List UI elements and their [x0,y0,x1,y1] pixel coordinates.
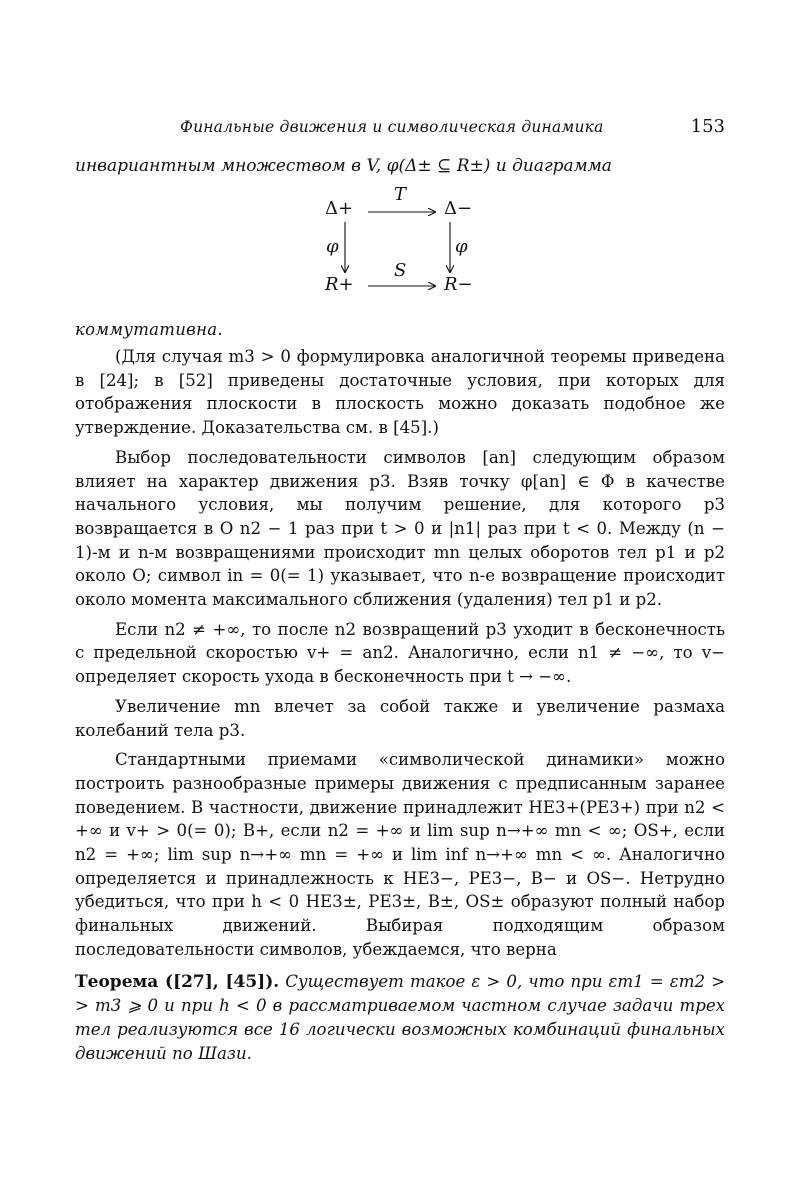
node-r-minus: R− [444,274,473,295]
page-header [75,112,725,142]
page-number: 153 [690,116,725,137]
paragraph-3: Если n2 ≠ +∞, то после n2 возвращений p3 уходит в бесконечность с предельной скоростью v+ = an2. Аналогично, если n1 ≠ −∞, то v− определяет скорость ухода в бесконечность при t → −∞. [75,619,725,687]
label-S: S [394,260,407,281]
node-delta-minus: Δ− [444,198,473,219]
paragraph-1: (Для случая m3 > 0 формулировка аналогичной теоремы приведена в [24]; в [52] приведены достаточные условия, при которых для отображения плоскости в плоскость можно доказать подобное же утверждение. Доказательства см. в [45].) [75,347,725,438]
book-page [75,112,725,1065]
theorem-body: Существует такое ε > 0, что при εm1 = εm2 > > m3 ⩾ 0 и при h < 0 в рассматриваемом частном случае задачи трех тел реализуются все 16 логически возможных комбинаций финальных движений по Шази. [75,971,725,1063]
label-phi-left: φ [326,236,339,257]
theorem [75,970,725,1066]
node-r-plus: R+ [325,274,354,295]
paragraph-2: Выбор последовательности символов [an] следующим образом влияет на характер движения p3. Взяв точку φ[an] ∈ Φ в качестве начального условия, мы получим решение, для которого p3 возвращается в O n2 − 1 раз при t > 0 и |n1| раз при t < 0. Между (n − 1)-м и n-м возвращениями происходит mn целых оборотов тел p1 и p2 около O; символ in = 0(= 1) указывает, что n-е возвращение происходит около момента максимального сближения (удаления) тел p1 и p2. [75,447,725,610]
commutative-line: коммутативна. [75,320,223,339]
paragraph-5: Стандартными приемами «символической динамики» можно построить разнообразные примеры движения с предписанным заранее поведением. В частности, движение принадлежит HE3+(PE3+) при n2 < +∞ и v+ > 0(= 0); B+, если n2 = +∞ и lim sup n→+∞ mn < ∞; OS+, если n2 = +∞; lim sup n→+∞ mn = +∞ и lim inf n→+∞ mn < ∞. Аналогично определяется и принадлежность к HE3−, PE3−, B− и OS−. Нетрудно убедиться, что при h < 0 HE3±, PE3±, B±, OS± образуют полный набор финальных движений. Выбирая подходящим образом последовательности символов, убеждаемся, что верна [75,750,725,959]
intro-line: инвариантным множеством в V, φ(Δ± ⊆ R±) и диаграмма [75,156,612,176]
label-T: T [394,184,407,205]
node-delta-plus: Δ+ [325,198,354,219]
theorem-heading: Теорема ([27], [45]). [75,971,280,992]
label-phi-right: φ [455,236,468,257]
running-title: Финальные движения и символическая динамика [180,118,604,136]
commutative-diagram [320,184,520,312]
paragraph-4: Увеличение mn влечет за собой также и увеличение размаха колебаний тела p3. [75,696,725,740]
